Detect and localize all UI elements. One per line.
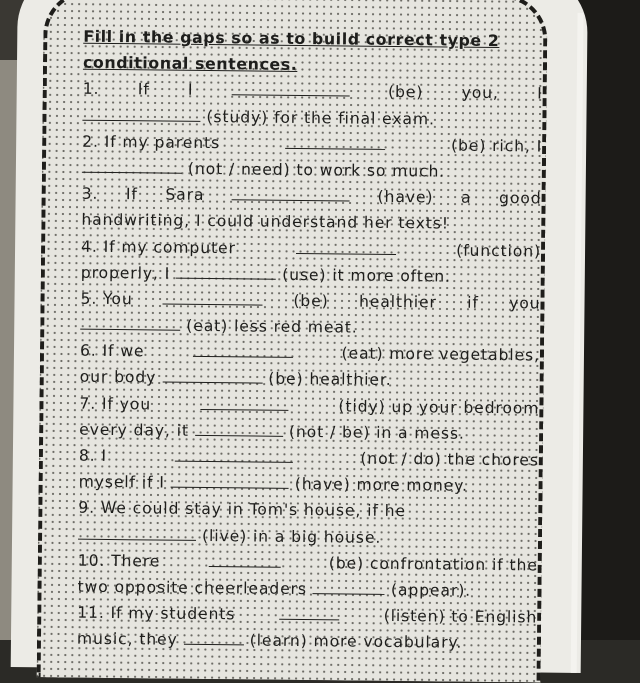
sentence-text: (live) in a big house. [201,526,382,547]
sentence-line [78,495,538,526]
text-word: If [137,80,150,99]
sentence-text: (use) it more often. [282,265,452,286]
sentence-text: (not / do) the chores [360,449,539,470]
blank-gap[interactable] [279,605,339,621]
blank-gap[interactable] [232,81,350,97]
sentence-text: 9. We could stay in Tom's house, if he [78,499,407,521]
sentence-text: 6. If we [79,341,145,361]
blank-gap[interactable] [232,185,350,201]
blank-gap[interactable] [78,524,196,540]
blank-gap[interactable] [313,579,385,595]
card-edge [571,13,584,673]
sentence-text: (eat) less red meat. [186,316,358,337]
sentence-text: two opposite cheerleaders [77,577,308,599]
text-word: Sara [165,185,205,205]
verb-hint: (be) [293,291,329,311]
blank-gap[interactable] [163,289,263,305]
blank-gap[interactable] [82,105,200,121]
text-word: a [460,188,472,207]
sentence-text: (have) more money. [294,475,469,495]
sentence-text: (eat) more vegetables, [341,344,541,365]
blank-gap[interactable] [176,263,276,279]
sentence-text: music, they [76,629,178,650]
sentence-text: 7. If you [79,394,152,414]
text-word: healthier [358,292,437,312]
verb-hint: (have) [377,187,434,207]
worksheet-title-cont: conditional sentences. [82,52,298,75]
sentence-line [77,626,537,657]
sentence-text: (not / need) to work so much. [187,159,446,181]
sentence-text: 8. I [78,446,108,465]
worksheet-card [11,0,588,673]
sentence-line [79,416,539,447]
blank-gap[interactable] [80,315,180,331]
sentence-text: (tidy) up your bedroom [338,397,540,418]
item-number: 1. [82,80,100,99]
verb-hint: (be) [387,83,424,102]
blank-gap[interactable] [296,238,396,254]
sentence-text: handwriting, I could understand her texts! [81,211,450,233]
text-word: good [499,189,542,208]
sentence-text: properly, I [80,263,171,283]
sentence-text: (be) rich, I [450,136,543,156]
worksheet-title: Fill in the gaps so as to build correct type 2 [83,26,500,51]
sentence-text: (be) healthier. [268,370,392,390]
text-word: I [187,81,194,100]
sentence-text: (be) confrontation if the [328,554,538,575]
sentence-line [82,128,542,159]
sentence-text: myself if I [78,472,165,492]
text-word: if [467,293,479,312]
text-word: I [537,84,543,103]
sentence-text: 2. If my parents [82,132,221,152]
sentence-text: 11. If my students [77,603,236,624]
sentence-text: 5. You [80,289,133,309]
sentence-text: (study) for the final exam. [206,107,435,128]
item-number: 3. [81,184,99,203]
verb-hint: (function) [456,241,542,261]
blank-gap[interactable] [195,421,283,437]
blank-gap[interactable] [171,473,289,489]
sentence-text: 4. If my computer [81,237,236,257]
title-line-2 [83,50,543,81]
sentence-text: 10. There [77,551,161,571]
sentence-text: (not / be) in a mess. [288,422,465,443]
sentence-text: our body [79,368,157,387]
sentence-text: every day, it [79,420,190,440]
text-word: you [509,294,541,313]
sentence-text: (listen) to English [383,607,538,627]
blank-gap[interactable] [175,447,293,463]
blank-gap[interactable] [184,630,244,646]
text-word: you, [461,84,499,103]
blank-gap[interactable] [162,368,262,384]
sentence-text: (learn) more vocabulary. [249,631,463,653]
blank-gap[interactable] [201,395,289,411]
sentence-line [81,259,541,290]
blank-gap[interactable] [286,134,386,150]
worksheet-content [77,24,544,657]
blank-gap[interactable] [193,342,293,358]
dotted-frame [37,0,548,683]
text-word: If [125,185,138,204]
blank-gap[interactable] [209,552,281,568]
sentence-text: (appear). [390,580,472,600]
blank-gap[interactable] [82,158,182,174]
